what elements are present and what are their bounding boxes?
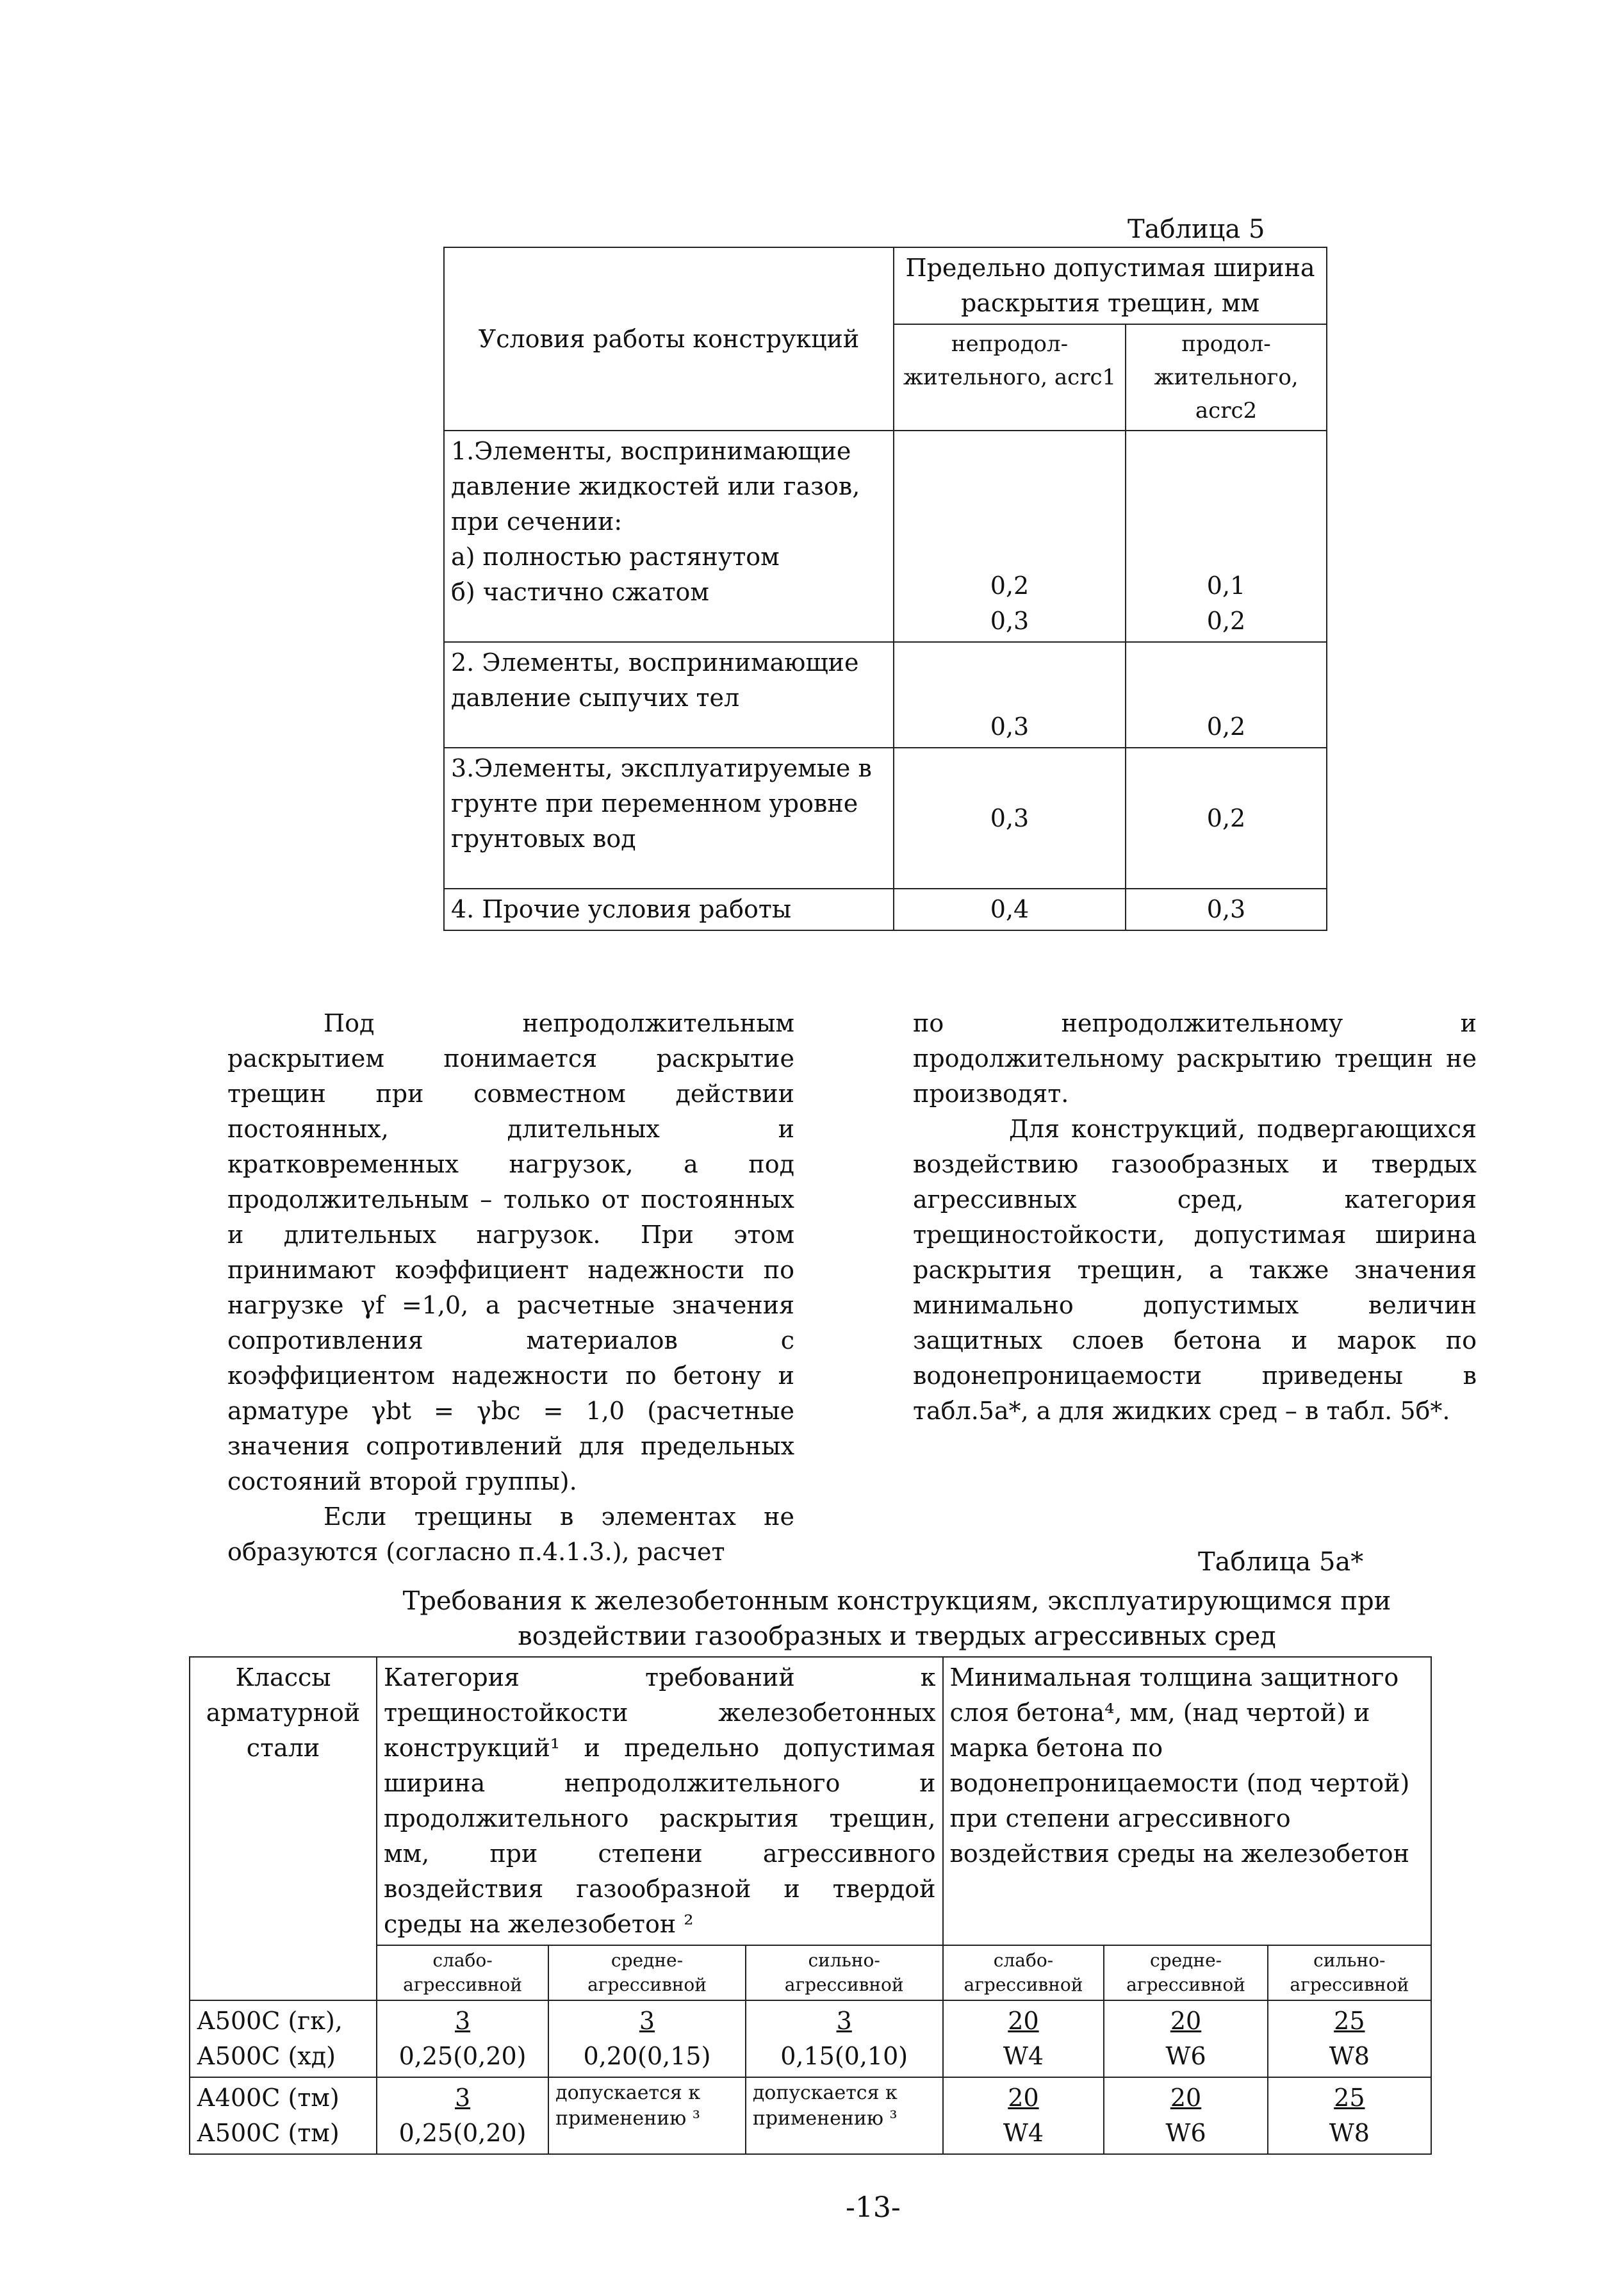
paragraph: Для конструкций, подвергающихся воздействию газообразных и твердых агрессивных сред, категория трещиностойкости, допустимая ширина раскрытия трещин, а также значения минимально допустимых величин защитных слоев бетона и марок по водонепроницаемости приведены в табл.5а*, а для жидких сред – в табл. 5б*.: [913, 1115, 1477, 1425]
header-long: продол-жительного, acrc2: [1126, 324, 1327, 431]
sub-header: средне-агрессивной: [1104, 1945, 1267, 2000]
header-classes: Классы арматурной стали: [190, 1657, 377, 2000]
class-label: А400С (тм): [197, 2084, 340, 2112]
fraction-bottom: 0,25(0,20): [398, 2119, 527, 2147]
sub-header: сильно-агрессивной: [1268, 1945, 1431, 2000]
header-width: Предельно допустимая ширина раскрытия трещин, мм: [894, 247, 1327, 324]
page-number: -13-: [846, 2191, 901, 2224]
fraction-top: 20: [1170, 2084, 1202, 2112]
fraction-bottom: W6: [1165, 2042, 1206, 2070]
fraction-bottom: 0,25(0,20): [398, 2042, 527, 2070]
class-label: А500С (гк),: [197, 2007, 343, 2035]
sub-header: средне-агрессивной: [548, 1945, 746, 2000]
sub-header: слабо-агрессивной: [943, 1945, 1104, 2000]
paragraph: Под непродолжительным раскрытием понимается раскрытие трещин при совместном действии постоянных, длительных и кратковременных нагрузок, а под продолжительным – только от постоянных и длительных нагрузок. При этом принимают коэффициент надежности по нагрузке γf =1,0, а расчетные значения сопротивления материалов с коэффициентом надежности по бетону и арматуре γbt = γbc = 1,0 (расчетные значения сопротивлений для предельных состояний второй группы).: [227, 1009, 794, 1495]
fraction-top: 20: [1170, 2007, 1202, 2035]
table-row: [190, 2077, 1431, 2154]
condition-cell: 4. Прочие условия работы: [444, 889, 894, 930]
value-cell: 0,3: [1126, 889, 1327, 930]
fraction-top: 3: [639, 2007, 655, 2035]
fraction-top: 20: [1008, 2084, 1039, 2112]
sub-header: сильно-агрессивной: [746, 1945, 943, 2000]
table-row: [444, 748, 1327, 889]
class-label: А500С (тм): [197, 2119, 340, 2147]
condition-cell: 2. Элементы, воспринимающие давление сыпучих тел: [444, 642, 894, 748]
fraction-bottom: 0,15(0,10): [780, 2042, 908, 2070]
condition-cell: 1.Элементы, воспринимающие давление жидкостей или газов, при сечении: а) полностью растянутом б) частично сжатом: [444, 431, 894, 642]
header-min: Минимальная толщина защитного слоя бетона⁴, мм, (над чертой) и марка бетона по водонепроницаемости (под чертой) при степени агрессивного воздействия среды на железобетон: [943, 1657, 1431, 1945]
note-cell: допускается к применению ³: [548, 2077, 746, 2154]
fraction-bottom: W4: [1003, 2042, 1044, 2070]
table-5a: [189, 1656, 1432, 2155]
fraction-bottom: W4: [1003, 2119, 1044, 2147]
class-cell: [190, 2077, 377, 2154]
value-cell: 0,1 0,2: [1126, 431, 1327, 642]
class-label: А500С (хд): [197, 2042, 336, 2070]
sub-header: слабо-агрессивной: [377, 1945, 548, 2000]
table-5: [443, 247, 1327, 931]
paragraph: по непродолжительному и продолжительному раскрытию трещин не производят.: [913, 1009, 1477, 1108]
value-cell: 0,2 0,3: [894, 431, 1126, 642]
fraction-top: 3: [454, 2007, 471, 2035]
value-cell: 0,2: [1126, 748, 1327, 889]
table-row: [444, 642, 1327, 748]
fraction-bottom: W8: [1329, 2042, 1370, 2070]
paragraph: Если трещины в элементах не образуются (согласно п.4.1.3.), расчет: [227, 1502, 794, 1566]
note-cell: допускается к применению ³: [746, 2077, 943, 2154]
fraction-top: 3: [836, 2007, 852, 2035]
value-cell: 0,2: [1126, 642, 1327, 748]
table-row: [190, 2000, 1431, 2077]
fraction-bottom: W6: [1165, 2119, 1206, 2147]
fraction-top: 25: [1334, 2007, 1365, 2035]
value-cell: 0,4: [894, 889, 1126, 930]
header-conditions: Условия работы конструкций: [444, 247, 894, 431]
table-row: [444, 431, 1327, 642]
value-cell: 0,3: [894, 748, 1126, 889]
header-short: непродол-жительного, acrc1: [894, 324, 1126, 431]
table5a-caption: Таблица 5а*: [1198, 1547, 1364, 1577]
left-column: [227, 1006, 794, 1570]
fraction-top: 20: [1008, 2007, 1039, 2035]
fraction-bottom: 0,20(0,15): [583, 2042, 711, 2070]
class-cell: [190, 2000, 377, 2077]
table5-caption: Таблица 5: [1128, 215, 1265, 244]
right-column: [913, 1006, 1477, 1429]
fraction-top: 3: [454, 2084, 471, 2112]
table5a-title: Требования к железобетонным конструкциям, эксплуатирующимся при воздействии газообразных и твердых агрессивных сред: [402, 1586, 1391, 1651]
fraction-bottom: W8: [1329, 2119, 1370, 2147]
table-row: [444, 889, 1327, 930]
condition-cell: 3.Элементы, эксплуатируемые в грунте при переменном уровне грунтовых вод: [444, 748, 894, 889]
fraction-top: 25: [1334, 2084, 1365, 2112]
header-category: Категория требований к трещиностойкости железобетонных конструкций¹ и предельно допустимая ширина непродолжительного и продолжительного раскрытия трещин, мм, при степени агрессивного воздействия газообразной и твердой среды на железобетон ²: [377, 1657, 943, 1945]
value-cell: 0,3: [894, 642, 1126, 748]
